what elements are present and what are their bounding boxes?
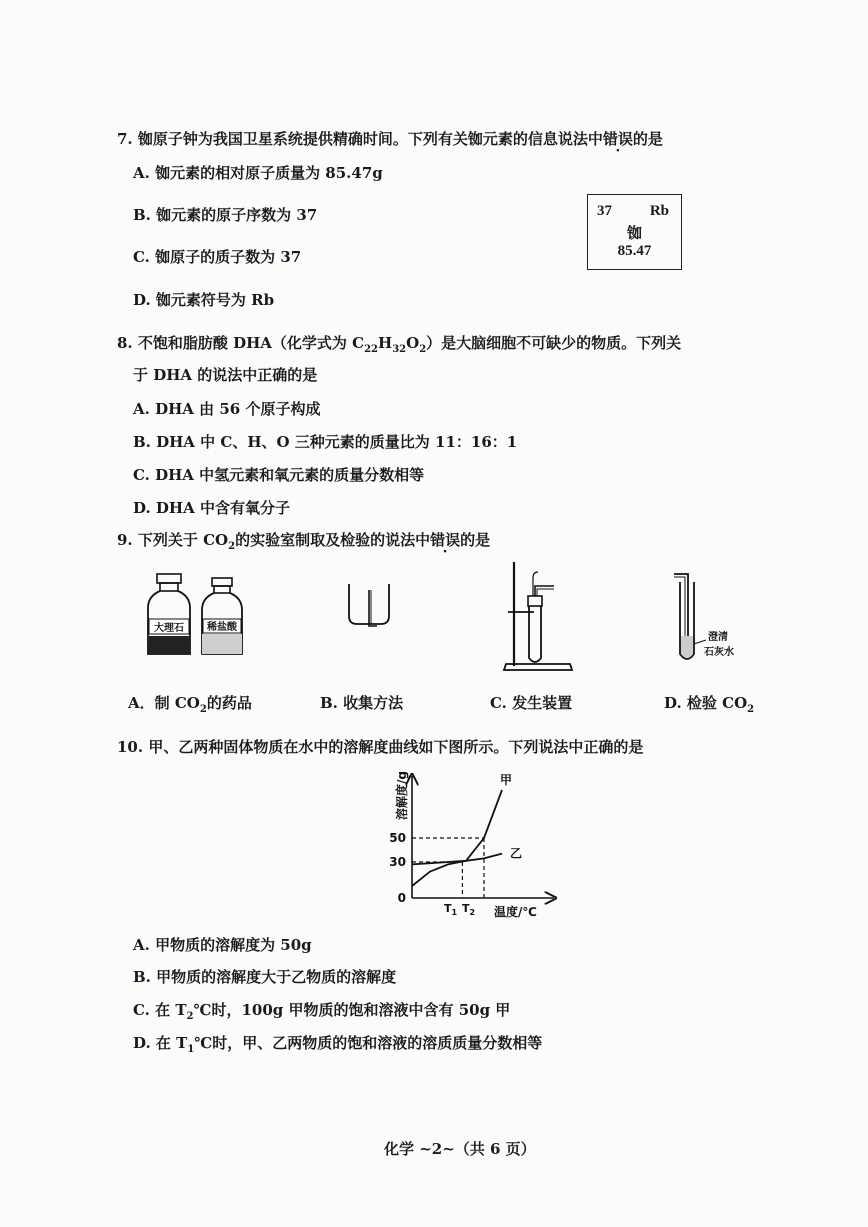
q7-option-b: B. 铷元素的原子序数为 37	[133, 206, 318, 224]
limewater-label-1: 澄清	[708, 632, 728, 643]
limewater-test-figure	[660, 566, 770, 666]
x-tick-label: $T_2$	[462, 902, 476, 917]
marble-bottle	[148, 574, 190, 654]
q10-option-d: D. 在 $T_1℃$时，甲、乙两物质的饱和溶液的溶质质量分数相等	[133, 1034, 543, 1055]
y-tick-label: 30	[389, 855, 406, 869]
x-axis-label: 温度/℃	[494, 905, 537, 919]
series-label-1: 甲	[500, 773, 513, 787]
marble-label: 大理石	[154, 623, 184, 634]
gas-collection-figure	[345, 580, 395, 640]
series-label-2: 乙	[510, 846, 523, 861]
q8-option-b: B. DHA 中 C、H、O 三种元素的质量比为 11：16：1	[133, 433, 518, 451]
page-footer: 化学 ~2~（共 6 页）	[384, 1140, 536, 1158]
y-tick-label: 50	[389, 831, 406, 845]
hydrochloric-acid-bottle	[202, 578, 242, 654]
q8-stem-line1: 8. 不饱和脂肪酸 DHA（化学式为 $C_{22}H_{32}O_2$）是大脑细胞不可缺少的物质。下列关	[117, 334, 682, 355]
y-axis-label: 溶解度/g	[395, 771, 409, 820]
chart-marks	[389, 773, 522, 917]
q7-stem: 7. 铷原子钟为我国卫星系统提供精确时间。下列有关铷元素的信息说法中错误的是	[117, 130, 663, 148]
q9-caption-b: B. 收集方法	[320, 694, 404, 712]
limewater-label-2: 石灰水	[704, 647, 734, 658]
reagent-bottles-figure	[145, 572, 255, 660]
q9-caption-c: C. 发生装置	[490, 694, 573, 712]
atomic-mass: 85.47	[617, 243, 652, 259]
element-name: 铷	[626, 226, 642, 242]
y-tick-label: 0	[397, 891, 406, 905]
q7-option-d: D. 铷元素符号为 Rb	[133, 291, 275, 309]
q10-option-c: C. 在 $T_2℃$时，100g 甲物质的饱和溶液中含有 50g 甲	[133, 1001, 511, 1022]
element-symbol: Rb	[649, 203, 669, 219]
stopper	[528, 596, 542, 606]
q8-option-a: A. DHA 由 56 个原子构成	[133, 400, 321, 418]
q10-option-b: B. 甲物质的溶解度大于乙物质的溶解度	[133, 968, 397, 986]
q8-option-d: D. DHA 中含有氧分子	[133, 499, 290, 517]
solubility-chart	[374, 768, 564, 926]
test-tube	[529, 606, 541, 662]
atomic-number: 37	[597, 203, 612, 219]
q7-option-c: C. 铷原子的质子数为 37	[133, 248, 302, 266]
x-tick-label: $T_1$	[444, 902, 458, 917]
delivery-tube	[369, 590, 377, 626]
q9-caption-a: A．制 $CO_2$的药品	[128, 694, 252, 715]
q7-option-a: A. 铷元素的相对原子质量为 85.47g	[133, 164, 383, 182]
q8-option-c: C. DHA 中氢元素和氧元素的质量分数相等	[133, 466, 425, 484]
element-info-box	[587, 194, 682, 270]
q8-stem-line2: 于 DHA 的说法中正确的是	[133, 366, 318, 384]
q9-stem: 9. 下列关于 $CO_2$的实验室制取及检验的说法中错误的是	[117, 531, 491, 552]
q9-caption-d: D. 检验 $CO_2$	[664, 694, 755, 715]
generation-apparatus-figure	[500, 558, 580, 674]
acid-label: 稀盐酸	[207, 622, 237, 633]
q10-stem: 10. 甲、乙两种固体物质在水中的溶解度曲线如下图所示。下列说法中正确的是	[117, 738, 644, 756]
outlet-tube	[535, 586, 554, 596]
q10-option-a: A. 甲物质的溶解度为 50g	[133, 936, 312, 954]
